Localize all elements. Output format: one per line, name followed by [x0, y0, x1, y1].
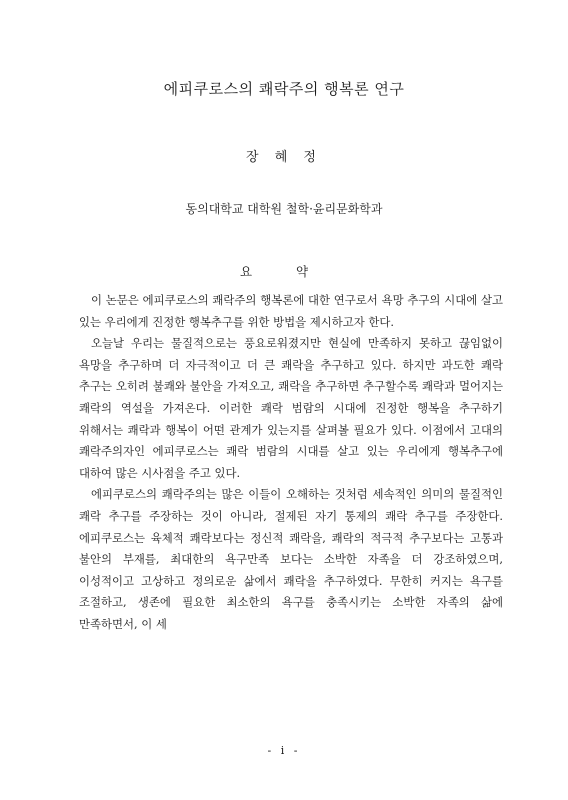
author-affiliation: 동의대학교 대학원 철학·윤리문화학과 — [185, 202, 383, 216]
abstract-paragraph-3: 에피쿠로스의 쾌락주의는 많은 이들이 오해하는 것처럼 세속적인 의미의 물질적인 쾌락 추구를 주장하는 것이 아니라, 절제된 자기 통제의 쾌락 추구를 주장한다. 에피쿠로스는 육체적 쾌락보다는 정신적 쾌락을, 쾌락의 적극적 추구보다는 고통과 불안의 부재를, 최대한의 욕구만족 보다는 소박한 자족을 더 강조하였으며, 이성적이고 고상하고 정의로운 삶에서 쾌락을 추구하였다. 무한히 커지는 욕구를 조절하고, 생존에 필요한 최소한의 욕구를 충족시키는 소박한 자족의 삶에 만족하면서, 이 세 — [79, 487, 503, 631]
page-number: - i - — [267, 744, 301, 757]
paper-title: 에피쿠로스의 쾌락주의 행복론 연구 — [163, 80, 405, 98]
abstract-heading: 요 약 — [239, 264, 329, 279]
author-name: 장 혜 정 — [246, 150, 322, 165]
abstract-body — [79, 290, 503, 636]
abstract-paragraph-2: 오늘날 우리는 물질적으로는 풍요로워졌지만 현실에 만족하지 못하고 끊임없이 욕망을 추구하며 더 자극적이고 더 큰 쾌락을 추구하고 있다. 하지만 과도한 쾌락 추구는 오히려 불쾌와 불안을 가져오고, 쾌락을 추구하면 추구할수록 쾌락과 멀어지는 쾌락의 역설을 가져온다. 이러한 쾌락 범람의 시대에 진정한 행복을 추구하기 위해서는 쾌락과 행복이 어떤 관계가 있는지를 살펴볼 필요가 있다. 이점에서 고대의 쾌락주의자인 에피쿠로스는 쾌락 범람의 시대를 살고 있는 우리에게 행복추구에 대하여 많은 시사점을 주고 있다. — [79, 336, 503, 480]
abstract-paragraph-1: 이 논문은 에피쿠로스의 쾌락주의 행복론에 대한 연구로서 욕망 추구의 시대에 살고 있는 우리에게 진정한 행복추구를 위한 방법을 제시하고자 한다. — [79, 293, 503, 329]
